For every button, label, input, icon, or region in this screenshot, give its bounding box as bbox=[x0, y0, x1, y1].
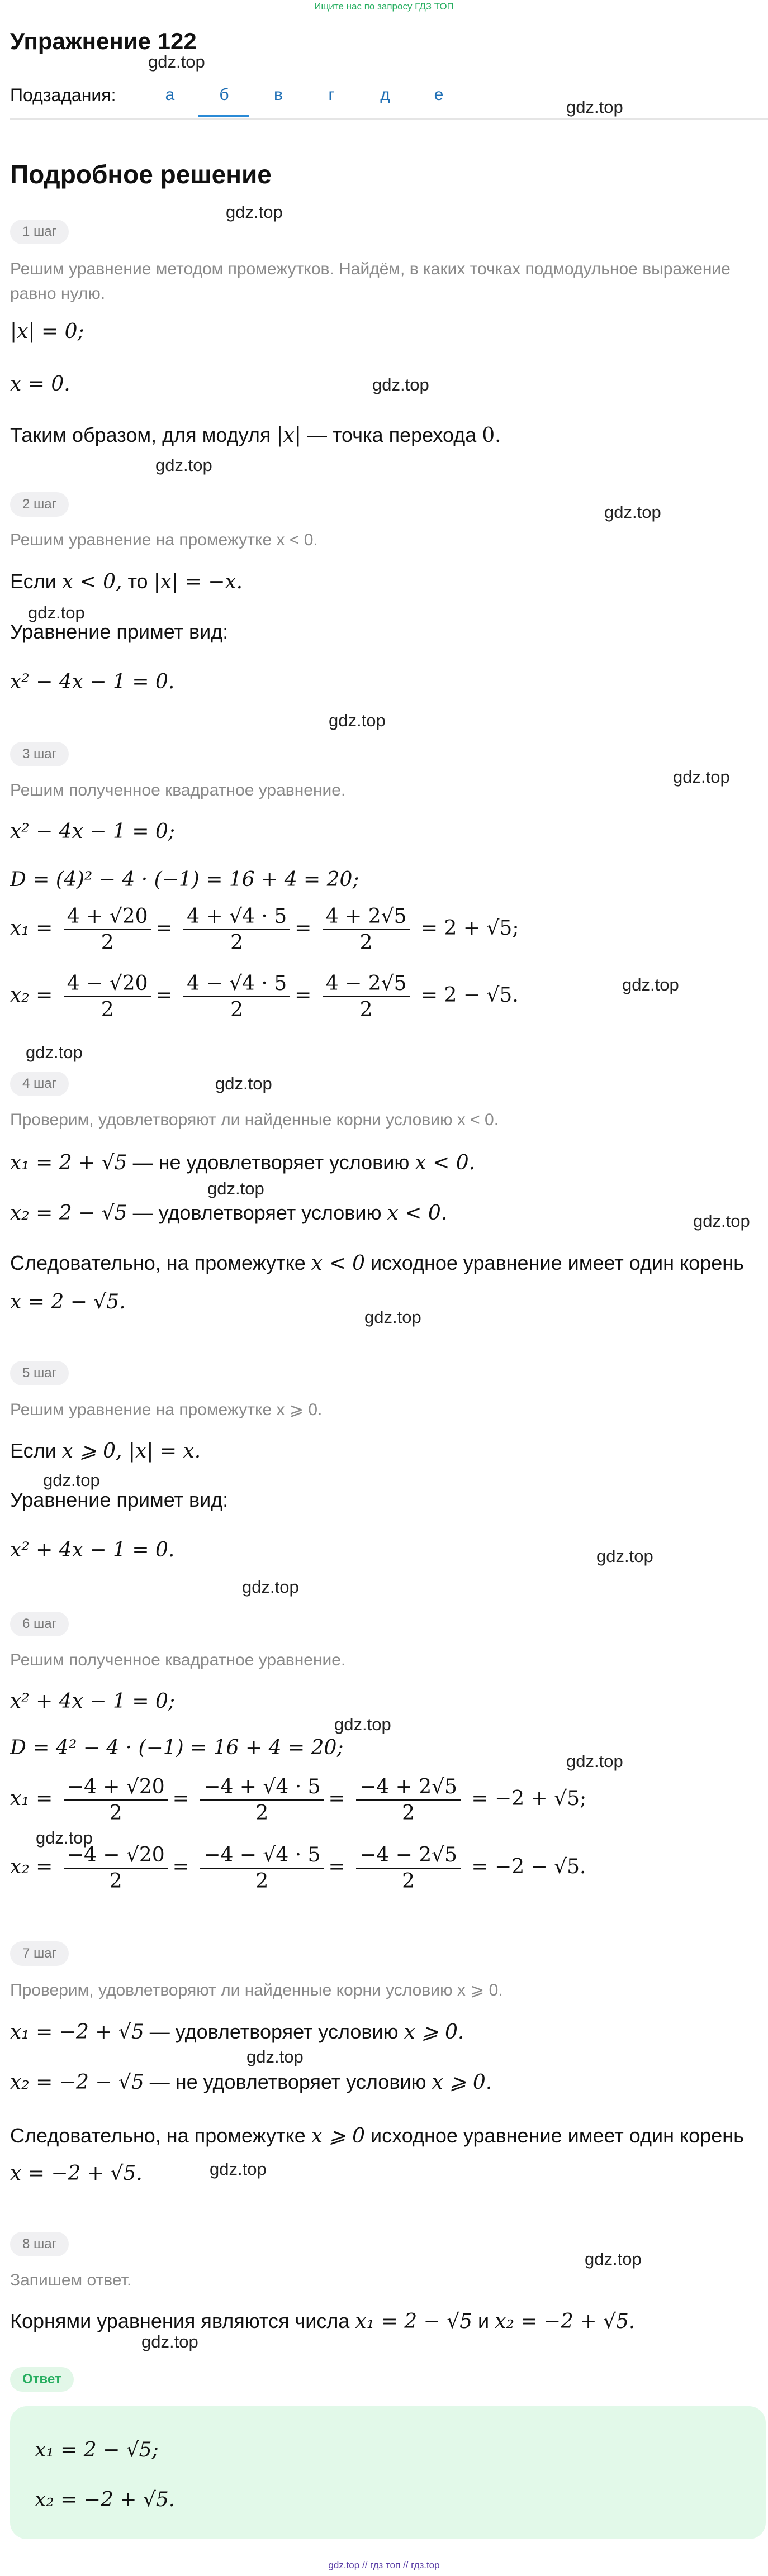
tab-e[interactable]: е bbox=[434, 85, 444, 104]
step-6-root-1: x₁ = $\frac{-4 + √20}{2}$ = $\frac{-4 + √4 \cdot 5}{2}$ = $\frac{-4 + 2√5}{2}$ = −2 + √5; bbox=[10, 1775, 587, 1825]
step-2-description: Решим уравнение на промежутке x < 0. bbox=[10, 531, 318, 549]
step-4-conclusion-b: исходное уравнение имеет один корень bbox=[371, 1251, 744, 1274]
solution-title: Подробное решение bbox=[10, 160, 272, 189]
step-4-conclusion-math: x < 0 bbox=[311, 1252, 366, 1275]
step-4-chip: 4 шаг bbox=[10, 1072, 69, 1096]
watermark: gdz.top bbox=[226, 202, 283, 222]
step-8-and: и bbox=[478, 2310, 490, 2332]
step-1-description: Решим уравнение методом промежутков. Найдём, в каких точках подмодульное выражение равно нулю. bbox=[10, 260, 731, 303]
tabs-divider bbox=[10, 118, 768, 120]
fraction-numerator: 4 + √20 bbox=[64, 905, 151, 930]
fraction-denominator: 2 bbox=[359, 998, 373, 1021]
step-4-conclusion-a: Следовательно, на промежутке bbox=[10, 1251, 306, 1274]
step-8-root-1: x₁ = 2 − √5 bbox=[355, 2310, 472, 2333]
step-1-conclusion-math: |x| bbox=[276, 424, 301, 447]
page-title: Упражнение 122 bbox=[10, 28, 197, 54]
step-3-x2-result: = 2 − √5. bbox=[420, 984, 519, 1007]
step-6-x1-lhs: x₁ = bbox=[10, 1787, 53, 1810]
watermark: gdz.top bbox=[585, 2249, 642, 2269]
answer-chip: Ответ bbox=[10, 2367, 74, 2392]
fraction-denominator: 2 bbox=[402, 1870, 415, 1893]
tab-g[interactable]: г bbox=[328, 85, 335, 104]
step-2-eq-intro: Уравнение примет вид: bbox=[10, 620, 229, 643]
tab-d[interactable]: д bbox=[380, 85, 390, 104]
step-2-equation: x² − 4x − 1 = 0. bbox=[10, 670, 175, 693]
step-3-chip: 3 шаг bbox=[10, 742, 69, 766]
fraction-denominator: 2 bbox=[101, 998, 114, 1021]
watermark: gdz.top bbox=[207, 1179, 264, 1198]
step-1-conclusion-tail: — точка перехода bbox=[306, 423, 477, 446]
fraction-denominator: 2 bbox=[109, 1802, 122, 1825]
step-4-check-1-text: — не удовлетворяет условию bbox=[132, 1151, 410, 1174]
step-3-eq-1: x² − 4x − 1 = 0; bbox=[10, 820, 176, 843]
step-7-check-2-math: x₂ = −2 − √5 bbox=[10, 2071, 144, 2094]
step-6-x1-result: = −2 + √5; bbox=[471, 1787, 587, 1810]
fraction-denominator: 2 bbox=[255, 1870, 269, 1893]
step-6-root-2: x₂ = $\frac{-4 - √20}{2}$ = $\frac{-4 - √4 \cdot 5}{2}$ = $\frac{-4 - 2√5}{2}$ = −2 − √5. bbox=[10, 1844, 586, 1893]
step-8-roots-statement bbox=[10, 2310, 635, 2333]
watermark: gdz.top bbox=[215, 1074, 272, 1093]
step-1-chip: 1 шаг bbox=[10, 220, 69, 244]
step-8-chip: 8 шаг bbox=[10, 2232, 69, 2256]
watermark: gdz.top bbox=[28, 603, 85, 622]
step-3-discriminant: D = (4)² − 4 · (−1) = 16 + 4 = 20; bbox=[10, 868, 359, 891]
watermark: gdz.top bbox=[604, 502, 661, 522]
step-2-condition bbox=[10, 570, 243, 593]
step-4-conclusion bbox=[10, 1251, 744, 1275]
watermark: gdz.top bbox=[673, 767, 730, 787]
step-3-root-2: x₂ = $\frac{4 - √20}{2}$ = $\frac{4 - √4 \cdot 5}{2}$ = $\frac{4 - 2√5}{2}$ = 2 − √5. bbox=[10, 972, 519, 1021]
step-4-description: Проверим, удовлетворяют ли найденные корни условию x < 0. bbox=[10, 1111, 499, 1129]
watermark: gdz.top bbox=[566, 97, 623, 117]
answer-line-1: x₁ = 2 − √5; bbox=[35, 2439, 159, 2461]
step-5-eq-intro: Уравнение примет вид: bbox=[10, 1488, 229, 1511]
watermark: gdz.top bbox=[148, 52, 205, 72]
step-6-chip: 6 шаг bbox=[10, 1612, 69, 1636]
step-7-check-2-text: — не удовлетворяет условию bbox=[149, 2070, 426, 2093]
watermark: gdz.top bbox=[566, 1751, 623, 1771]
step-4-check-2-math: x₂ = 2 − √5 bbox=[10, 1202, 127, 1225]
watermark: gdz.top bbox=[246, 2047, 304, 2066]
fraction-numerator: 4 − √20 bbox=[64, 972, 151, 997]
fraction-denominator: 2 bbox=[230, 931, 244, 954]
watermark: gdz.top bbox=[334, 1715, 391, 1734]
step-5-if: Если bbox=[10, 1439, 56, 1462]
fraction-numerator: 4 − 2√5 bbox=[323, 972, 410, 997]
step-7-conclusion-a: Следовательно, на промежутке bbox=[10, 2124, 306, 2147]
fraction-numerator: −4 − √4 · 5 bbox=[200, 1844, 324, 1869]
watermark: gdz.top bbox=[155, 455, 212, 475]
step-7-result: x = −2 + √5. bbox=[10, 2162, 143, 2185]
fraction-numerator: −4 − √20 bbox=[64, 1844, 168, 1869]
step-7-description: Проверим, удовлетворяют ли найденные корни условию x ⩾ 0. bbox=[10, 1981, 503, 1999]
step-4-check-1-cond: x < 0. bbox=[415, 1151, 476, 1174]
subtasks-label: Подзадания: bbox=[10, 85, 116, 105]
step-2-if: Если bbox=[10, 570, 56, 593]
fraction-denominator: 2 bbox=[359, 931, 373, 954]
step-3-x1-result: = 2 + √5; bbox=[420, 917, 519, 940]
tab-v[interactable]: в bbox=[274, 85, 283, 104]
step-3-description: Решим полученное квадратное уравнение. bbox=[10, 781, 346, 799]
step-1-conclusion-value: 0. bbox=[482, 424, 501, 447]
bottom-banner[interactable]: gdz.top // гдз топ // гдз.top bbox=[328, 2560, 440, 2570]
step-4-check-1-math: x₁ = 2 + √5 bbox=[10, 1151, 127, 1174]
watermark: gdz.top bbox=[693, 1211, 750, 1231]
step-7-check-2-cond: x ⩾ 0. bbox=[432, 2071, 492, 2094]
step-7-check-2 bbox=[10, 2070, 492, 2094]
watermark: gdz.top bbox=[36, 1828, 93, 1848]
step-3-x2-lhs: x₂ = bbox=[10, 984, 53, 1007]
step-5-condition bbox=[10, 1439, 201, 1463]
fraction-numerator: −4 + √20 bbox=[64, 1775, 168, 1801]
step-1-eq-1: |x| = 0; bbox=[10, 320, 84, 343]
step-2-cond-math: x < 0, bbox=[61, 570, 122, 593]
answer-box bbox=[10, 2406, 766, 2539]
step-7-conclusion-math: x ⩾ 0 bbox=[311, 2125, 366, 2148]
tab-a[interactable]: а bbox=[165, 85, 175, 104]
fraction-denominator: 2 bbox=[230, 998, 244, 1021]
step-7-conclusion-b: исходное уравнение имеет один корень bbox=[371, 2124, 744, 2147]
step-7-conclusion bbox=[10, 2124, 744, 2148]
step-6-x2-result: = −2 − √5. bbox=[471, 1855, 586, 1878]
step-1-conclusion-text: Таким образом, для модуля bbox=[10, 423, 271, 446]
fraction-numerator: −4 + 2√5 bbox=[356, 1775, 461, 1801]
step-7-check-1 bbox=[10, 2020, 464, 2044]
step-4-check-2-text: — удовлетворяет условию bbox=[132, 1201, 382, 1224]
watermark: gdz.top bbox=[141, 2332, 198, 2351]
step-4-check-2-cond: x < 0. bbox=[387, 1202, 448, 1225]
tab-b[interactable]: б bbox=[219, 85, 229, 104]
step-1-eq-2: x = 0. bbox=[10, 373, 70, 396]
watermark: gdz.top bbox=[364, 1307, 421, 1327]
fraction-denominator: 2 bbox=[101, 931, 114, 954]
fraction-denominator: 2 bbox=[109, 1870, 122, 1893]
step-6-eq-1: x² + 4x − 1 = 0; bbox=[10, 1690, 176, 1713]
step-5-equation: x² + 4x − 1 = 0. bbox=[10, 1539, 175, 1561]
step-5-description: Решим уравнение на промежутке x ⩾ 0. bbox=[10, 1401, 323, 1419]
watermark: gdz.top bbox=[372, 375, 429, 394]
step-5-cond-math: x ⩾ 0, |x| = x. bbox=[61, 1440, 201, 1463]
watermark: gdz.top bbox=[329, 711, 386, 730]
step-1-conclusion bbox=[10, 423, 501, 447]
step-4-result: x = 2 − √5. bbox=[10, 1291, 126, 1313]
step-6-description: Решим полученное квадратное уравнение. bbox=[10, 1651, 346, 1669]
fraction-numerator: −4 − 2√5 bbox=[356, 1844, 461, 1869]
step-3-x1-lhs: x₁ = bbox=[10, 917, 53, 940]
step-4-check-1 bbox=[10, 1151, 475, 1174]
watermark: gdz.top bbox=[242, 1577, 299, 1597]
top-banner[interactable]: Ищите нас по запросу ГДЗ ТОП bbox=[314, 1, 454, 12]
step-8-roots-text: Корнями уравнения являются числа bbox=[10, 2310, 350, 2332]
watermark: gdz.top bbox=[43, 1470, 100, 1490]
step-2-then: то bbox=[127, 570, 148, 593]
step-7-chip: 7 шаг bbox=[10, 1941, 69, 1966]
watermark: gdz.top bbox=[26, 1042, 83, 1062]
fraction-numerator: 4 + √4 · 5 bbox=[183, 905, 290, 930]
step-8-description: Запишем ответ. bbox=[10, 2271, 132, 2289]
fraction-numerator: 4 + 2√5 bbox=[323, 905, 410, 930]
step-4-check-2 bbox=[10, 1201, 447, 1225]
watermark: gdz.top bbox=[596, 1546, 653, 1566]
fraction-denominator: 2 bbox=[402, 1802, 415, 1825]
fraction-numerator: 4 − √4 · 5 bbox=[183, 972, 290, 997]
step-3-root-1: x₁ = $\frac{4 + √20}{2}$ = $\frac{4 + √4 \cdot 5}{2}$ = $\frac{4 + 2√5}{2}$ = 2 + √5; bbox=[10, 905, 519, 954]
step-7-check-1-text: — удовлетворяет условию bbox=[149, 2020, 399, 2043]
watermark: gdz.top bbox=[210, 2159, 267, 2179]
active-tab-underline bbox=[198, 115, 249, 117]
fraction-numerator: −4 + √4 · 5 bbox=[200, 1775, 324, 1801]
step-7-check-1-cond: x ⩾ 0. bbox=[404, 2021, 464, 2044]
step-7-check-1-math: x₁ = −2 + √5 bbox=[10, 2021, 144, 2044]
step-6-discriminant: D = 4² − 4 · (−1) = 16 + 4 = 20; bbox=[10, 1736, 344, 1759]
step-6-x2-lhs: x₂ = bbox=[10, 1855, 53, 1878]
watermark: gdz.top bbox=[622, 975, 679, 994]
step-8-root-2: x₂ = −2 + √5. bbox=[495, 2310, 636, 2333]
answer-line-2: x₂ = −2 + √5. bbox=[35, 2488, 176, 2511]
step-2-abs-math: |x| = −x. bbox=[153, 570, 243, 593]
step-5-chip: 5 шаг bbox=[10, 1361, 69, 1385]
fraction-denominator: 2 bbox=[255, 1802, 269, 1825]
step-2-chip: 2 шаг bbox=[10, 492, 69, 517]
